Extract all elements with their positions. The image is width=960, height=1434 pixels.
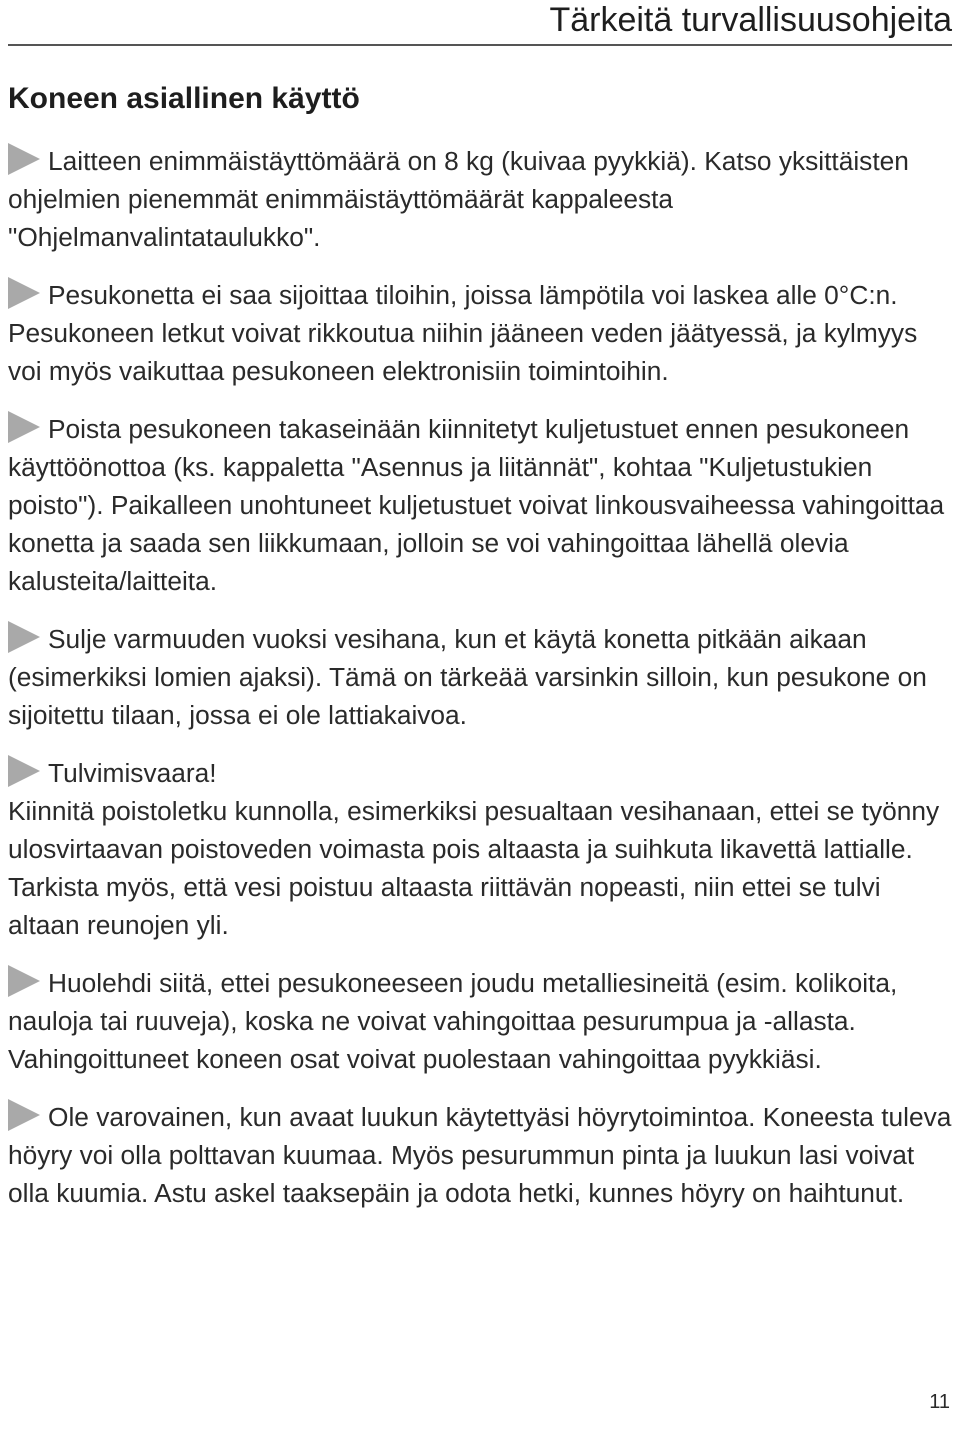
arrow-right-icon: [8, 411, 40, 443]
arrow-right-icon: [8, 277, 40, 309]
header-divider: [8, 44, 952, 46]
instruction-block: [8, 1098, 952, 1212]
page-header: [8, 0, 952, 46]
instruction-paragraph: [8, 964, 952, 1078]
instruction-paragraph: Tarkista myös, että vesi poistuu altaasta riittävän nopeasti, niin ettei se tulvi altaan reunojen yli.: [8, 872, 881, 940]
instruction-block: [8, 410, 952, 600]
instruction-list: [8, 142, 952, 1232]
instruction-paragraph: Kiinnitä poistoletku kunnolla, esimerkiksi pesualtaan vesihanaan, ettei se työnny ulosvirtaavan poistoveden voimasta pois altaasta ja suihkuta likavettä lattialle.: [8, 796, 940, 864]
arrow-right-icon: [8, 621, 40, 653]
instruction-paragraph: [8, 1098, 952, 1212]
instruction-text: Laitteen enimmäistäyttömäärä on 8 kg (kuivaa pyykkiä). Katso yksittäisten ohjelmien pienemmät enimmäistäyttömäärät kappaleesta "Ohjelmanvalintataulukko".: [8, 146, 909, 252]
arrow-right-icon: [8, 755, 40, 787]
instruction-text: Poista pesukoneen takaseinään kiinnitetyt kuljetustuet ennen pesukoneen käyttöönottoa (ks. kappaletta "Asennus ja liitännät", kohtaa "Kuljetustukien poisto"). Paikalleen unohtuneet kuljetustuet voivat linkousvaiheessa vahingoittaa konetta ja saada sen liikkumaan, jolloin se voi vahingoittaa lähellä olevia kalusteita/laitteita.: [8, 414, 945, 596]
section-title: Koneen asiallinen käyttö: [8, 82, 360, 115]
instruction-text: Pesukonetta ei saa sijoittaa tiloihin, joissa lämpötila voi laskea alle 0°C:n. Pesukoneen letkut voivat rikkoutua niihin jääneen veden jäätyessä, ja kylmyys voi myös vaikuttaa pesukoneen elektronisiin toimintoihin.: [8, 280, 918, 386]
warning-heading: Tulvimisvaara!: [48, 758, 217, 788]
instruction-paragraph: [8, 410, 952, 600]
instruction-block: [8, 142, 952, 256]
arrow-right-icon: [8, 1099, 40, 1131]
instruction-paragraph: [8, 142, 952, 256]
instruction-text: Ole varovainen, kun avaat luukun käytettyäsi höyrytoimintoa. Koneesta tuleva höyry voi olla polttavan kuumaa. Myös pesurummun pinta ja luukun lasi voivat olla kuumia. Astu askel taaksepäin ja odota hetki, kunnes höyry on haihtunut.: [8, 1102, 952, 1208]
page-header-title: Tärkeitä turvallisuusohjeita: [549, 1, 952, 39]
instruction-block: [8, 754, 952, 944]
instruction-paragraph: [8, 754, 952, 792]
instruction-block: [8, 276, 952, 390]
arrow-right-icon: [8, 143, 40, 175]
instruction-block: [8, 620, 952, 734]
instruction-paragraph: [8, 620, 952, 734]
instruction-text: Huolehdi siitä, ettei pesukoneeseen joudu metalliesineitä (esim. kolikoita, nauloja tai ruuveja), koska ne voivat vahingoittaa pesurumpua ja -allasta. Vahingoittuneet koneen osat voivat puolestaan vahingoittaa pyykkiäsi.: [8, 968, 898, 1074]
instruction-paragraph: [8, 276, 952, 390]
page-number: 11: [929, 1391, 950, 1413]
arrow-right-icon: [8, 965, 40, 997]
instruction-text: Sulje varmuuden vuoksi vesihana, kun et käytä konetta pitkään aikaan (esimerkiksi lomien ajaksi). Tämä on tärkeää varsinkin silloin, kun pesukone on sijoitettu tilaan, jossa ei ole lattiakaivoa.: [8, 624, 927, 730]
instruction-block: [8, 964, 952, 1078]
